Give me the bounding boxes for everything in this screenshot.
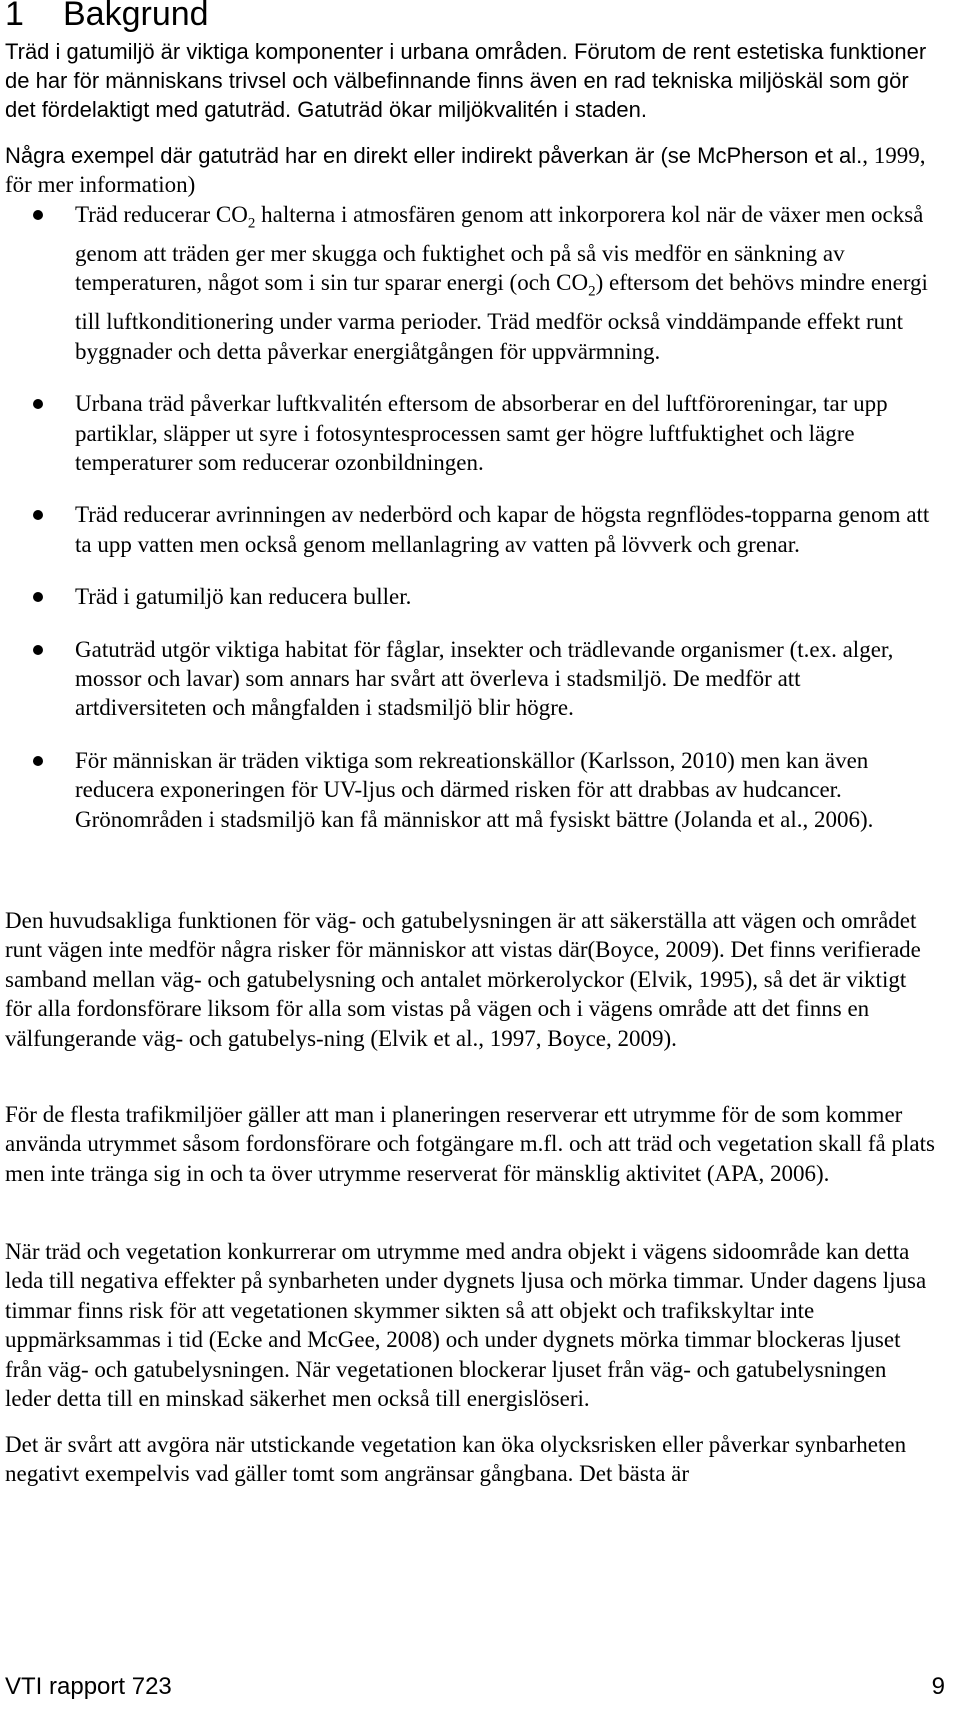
subscript: 2: [247, 215, 256, 232]
list-item: [5, 746, 935, 834]
bullet-icon: [33, 756, 43, 766]
bullet-icon: [33, 510, 43, 520]
list-item-text: Urbana träd påverkar luftkvalitén eftersom de absorberar en del luftföroreningar, tar upp partiklar, släpper ut syre i fotosyntesprocessen samt ger högre luftfuktighet och lägre temperaturer som reducerar ozonbildningen.: [75, 391, 888, 476]
bullet-icon: [33, 592, 43, 602]
list-item-text-part: Träd reducerar CO: [75, 202, 248, 227]
examples-intro-paragraph: [5, 141, 945, 199]
list-item: [5, 500, 935, 559]
bullet-icon: [33, 210, 43, 220]
protruding-vegetation-paragraph: Det är svårt att avgöra när utstickande vegetation kan öka olycksrisken eller påverkar synbarheten negativt exempelvis vad gäller tomt som angränsar gångbana. Det bästa är: [5, 1432, 907, 1487]
examples-intro-citation: , 1999, för mer information): [5, 143, 926, 197]
benefits-list: [5, 200, 935, 857]
bullet-icon: [33, 645, 43, 655]
vegetation-conflict-paragraph: När träd och vegetation konkurrerar om utrymme med andra objekt i vägens sidoområde kan detta leda till negativa effekter på synbarheten under dygnets ljusa och mörka timmar. Under dagens ljusa timmar finns risk för att vegetationen skymmer sikten så att objekt och trafikskyltar inte uppmärksammas i tid (Ecke and McGee, 2008) och under dygnets mörka timmar blockeras ljuset från väg- och gatubelysningen. När vegetationen blockerar ljuset från väg- och gatubelysningen leder detta till en minskad säkerhet men också till energislöseri.: [5, 1239, 927, 1412]
section-title: Bakgrund: [63, 0, 209, 33]
list-item-text: För människan är träden viktiga som rekreationskällor (Karlsson, 2010) men kan även reducera exponeringen för UV-ljus och därmed risken för att drabbas av hudcancer. Grönområden i stadsmiljö kan få människor att må fysiskt bättre (Jolanda et al., 2006).: [75, 747, 874, 832]
list-item-text: Gatuträd utgör viktiga habitat för fåglar, insekter och trädlevande organismer (t.ex. alger, mossor och lavar) som annars har svårt att överleva i stadsmiljö. De medför att artdiversiteten och mångfalden i stadsmiljö blir högre.: [75, 636, 894, 721]
list-item: [5, 582, 935, 611]
section-number: 1: [5, 0, 24, 33]
list-item-text: Träd reducerar avrinningen av nederbörd och kapar de högsta regnflödes-topparna genom att ta upp vatten men också genom mellanlagring av vatten på lövverk och grenar.: [75, 502, 930, 557]
list-item-text: [75, 202, 928, 364]
lighting-paragraph: Den huvudsakliga funktionen för väg- och gatubelysningen är att säkerställa att vägen och området runt vägen inte medför några risker för människor att vistas där(Boyce, 2009). Det finns verifierade samband mellan väg- och gatubelysning och antalet mörkerolyckor (Elvik, 1995), så det är viktigt för alla fordonsförare liksom för alla som vistas på vägen och i vägens område att det finns en välfungerande väg- och gatubelys-ning (Elvik et al., 1997, Boyce, 2009).: [5, 908, 921, 1051]
subscript: 2: [588, 284, 596, 300]
list-item: [5, 200, 935, 366]
traffic-environment-paragraph: För de flesta trafikmiljöer gäller att man i planeringen reserverar ett utrymme för de som kommer använda utrymmet såsom fordonsförare och fotgängare m.fl. och att träd och vegetation skall få plats men inte tränga sig in och ta över utrymme reserverat för mänsklig aktivitet (APA, 2006).: [5, 1102, 935, 1186]
page-number: 9: [931, 1673, 945, 1700]
list-item: [5, 389, 935, 477]
intro-paragraph: Träd i gatumiljö är viktiga komponenter i urbana områden. Förutom de rent estetiska funktioner de har för människans trivsel och välbefinnande finns även en rad tekniska miljöskäl som gör det fördelaktigt med gatuträd. Gatuträd ökar miljökvalitén i staden.: [5, 39, 927, 122]
list-item: [5, 635, 935, 723]
list-item-text: Träd i gatumiljö kan reducera buller.: [75, 584, 412, 610]
section-heading: [5, 0, 209, 34]
list-item-text-part: halterna i atmosfären genom att inkorporera kol när de växer men också genom att träden ger mer skugga och fuktighet och på så vis medför en sänkning av temperaturen, något som i sin tur sparar energi (och CO: [75, 202, 924, 296]
list-item-text-part: ) eftersom det behövs mindre energi till luftkonditionering under varma perioder. Träd medför också vinddämpande effekt runt byggnader och detta påverkar energiåtgången för uppvärmning.: [75, 270, 928, 364]
report-name: VTI rapport 723: [5, 1673, 172, 1700]
bullet-icon: [33, 399, 43, 409]
examples-intro-text: Några exempel där gatuträd har en direkt eller indirekt påverkan är (se McPherson et al.: [5, 143, 863, 168]
